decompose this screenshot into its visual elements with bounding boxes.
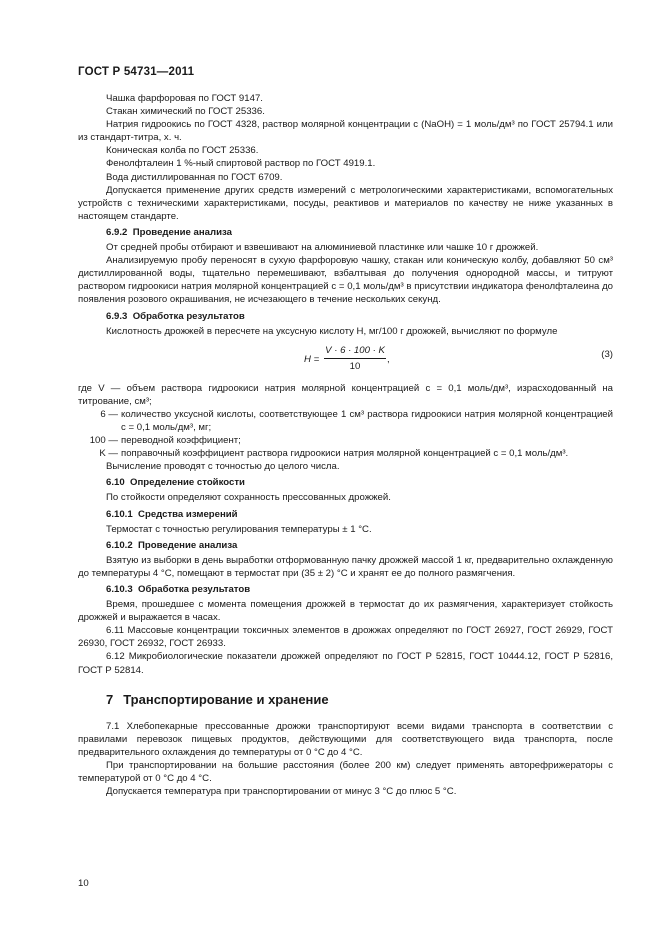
section-number: 6.10.3 <box>106 584 133 595</box>
equipment-item: Допускается применение других средств измерений с метрологическими характеристиками, вспомогательных устройств с техническими характеристиками, посуды, реактивов и материалов по качеству не ниже указанных в настоящем стандарте. <box>78 184 613 222</box>
formula-lhs: H = <box>304 353 320 365</box>
document-header: ГОСТ Р 54731—2011 <box>78 66 195 78</box>
formula-numerator: V · 6 · 100 · K <box>324 344 386 359</box>
paragraph: 6.12 Микробиологические показатели дрожжей определяют по ГОСТ Р 52815, ГОСТ 10444.12, ГОСТ Р 52816, ГОСТ Р 52814. <box>78 651 613 676</box>
section-heading-7 <box>78 693 613 706</box>
equipment-item: Коническая колба по ГОСТ 25336. <box>106 145 259 157</box>
formula-comma: , <box>387 353 390 365</box>
section-number: 6.10 <box>106 477 125 489</box>
equipment-item: Стакан химический по ГОСТ 25336. <box>106 106 265 118</box>
section-title: Транспортирование и хранение <box>123 691 329 707</box>
paragraph: Анализируемую пробу переносят в сухую фарфоровую чашку, стакан или коническую колбу, добавляют 50 см³ дистиллированной воды, тщательно перемешивают, взбалтывая до получения однородной массы, и титруют раствором гидроокиси натрия молярной концентрацией c = 0,1 моль/дм³ в присутствии индикатора фенолфталеина до появления розового окрашивания, не исчезающего в течение нескольких секунд. <box>78 255 613 306</box>
section-heading-6-10-1 <box>78 508 613 521</box>
equipment-item: Чашка фарфоровая по ГОСТ 9147. <box>106 93 263 104</box>
section-title: Средства измерений <box>138 508 238 520</box>
section-number: 6.10.2 <box>106 539 133 551</box>
formula-number: (3) <box>601 348 613 360</box>
paragraph: Кислотность дрожжей в пересчете на уксусную кислоту H, мг/100 г дрожжей, вычисляют по формуле <box>106 325 558 337</box>
definition-item <box>78 434 613 447</box>
paragraph: Термостат с точностью регулирования температуры ± 1 °С. <box>106 523 372 535</box>
equipment-item: Фенолфталеин 1 %-ный спиртовой раствор по ГОСТ 4919.1. <box>106 158 376 170</box>
paragraph: От средней пробы отбирают и взвешивают на алюминиевой пластинке или чашке 10 г дрожжей. <box>106 242 539 254</box>
definition-symbol: 6 — <box>100 408 118 420</box>
section-title: Определение стойкости <box>130 477 245 489</box>
page-number: 10 <box>78 878 89 889</box>
paragraph: Допускается температура при транспортировании от минус 3 °С до плюс 5 °С. <box>106 786 457 798</box>
definition-text: поправочный коэффициент раствора гидроокиси натрия молярной концентрацией c = 0,1 моль/дм³. <box>121 448 569 460</box>
paragraph: По стойкости определяют сохранность прессованных дрожжей. <box>106 492 391 504</box>
definition-text: переводной коэффициент; <box>121 435 241 447</box>
section-number: 6.9.2 <box>106 226 128 238</box>
section-heading-6-9-3 <box>78 310 613 323</box>
definition-item <box>78 447 613 460</box>
paragraph: 7.1 Хлебопекарные прессованные дрожжи транспортируют всеми видами транспорта в соответствии с правилами перевозок пищевых продуктов, действующими для соответствующего вида транспорта, после предварительного охлаждения до температуры от 0 °С до 4 °С. <box>78 720 613 758</box>
paragraph: Взятую из выборки в день выработки отформованную пачку дрожжей массой 1 кг, предварительно охлажденную до температуры 4 °С, помещают в термостат при (35 ± 2) °С и хранят ее до полного размягчения. <box>78 554 613 579</box>
section-heading-6-9-2 <box>78 226 613 239</box>
definition-item <box>78 408 613 434</box>
equipment-item: Натрия гидроокись по ГОСТ 4328, раствор молярной концентрации c (NaOH) = 1 моль/дм³ по ГОСТ 25794.1 или из стандарт-титра, х. ч. <box>78 119 613 144</box>
formula-3 <box>78 344 613 378</box>
section-number: 6.10.1 <box>106 508 133 520</box>
equipment-item: Вода дистиллированная по ГОСТ 6709. <box>106 171 283 183</box>
section-title: Проведение анализа <box>138 539 238 551</box>
page-content <box>78 92 613 798</box>
section-heading-6-10-2 <box>78 539 613 552</box>
section-heading-6-10-3 <box>78 583 613 596</box>
formula-denominator: 10 <box>349 360 361 372</box>
section-number: 7 <box>106 691 114 707</box>
definition-symbol: K — <box>99 448 118 460</box>
paragraph: Вычисление проводят с точностью до целого числа. <box>106 461 340 473</box>
section-title: Проведение анализа <box>132 226 232 238</box>
section-heading-6-10 <box>78 476 613 489</box>
section-number: 6.9.3 <box>106 310 128 322</box>
formula-fraction <box>324 344 386 373</box>
section-title: Обработка результатов <box>138 584 251 595</box>
paragraph: Время, прошедшее с момента помещения дрожжей в термостат до их размягчения, характеризует стойкость дрожжей и выражается в часах. <box>78 599 613 624</box>
paragraph: 6.11 Массовые концентрации токсичных элементов в дрожжах определяют по ГОСТ 26927, ГОСТ 26929, ГОСТ 26930, ГОСТ 26932, ГОСТ 26933. <box>78 625 613 650</box>
definition-text: объем раствора гидроокиси натрия молярной концентрацией c = 0,1 моль/дм³, израсходованный на титрование, см³; <box>78 382 614 407</box>
definition-item <box>78 382 613 408</box>
definition-text: количество уксусной кислоты, соответствующее 1 см³ раствора гидроокиси натрия молярной концентрацией c = 0,1 моль/дм³, мг; <box>121 408 613 433</box>
definition-symbol: 100 — <box>89 435 118 447</box>
paragraph: При транспортировании на большие расстояния (более 200 км) следует применять авторефрижераторы с температурой от 0 °С до 4 °С. <box>78 760 613 785</box>
section-title: Обработка результатов <box>132 310 245 322</box>
definition-symbol: где V — <box>78 382 121 394</box>
